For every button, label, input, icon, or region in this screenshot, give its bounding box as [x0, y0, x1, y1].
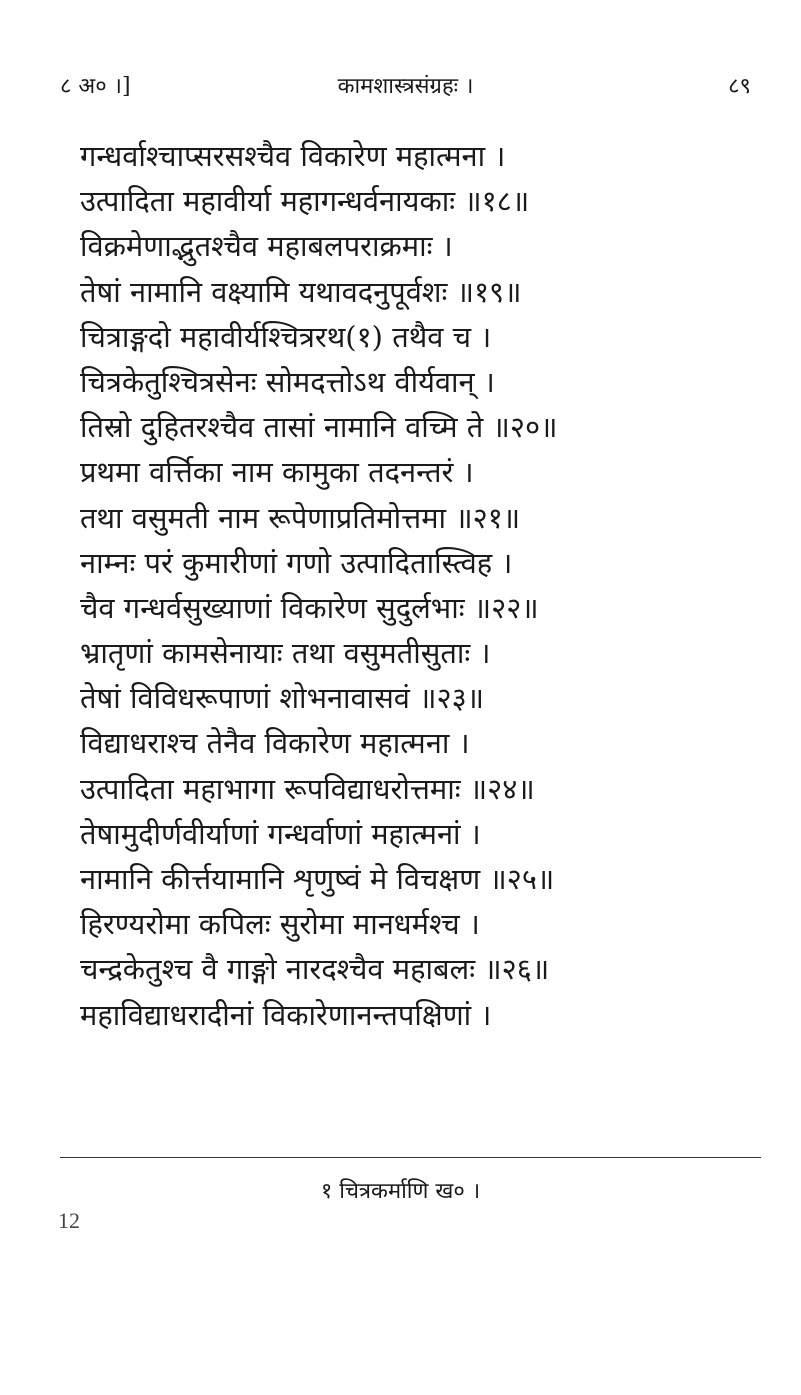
page-number: 12: [58, 1208, 80, 1233]
header-title: कामशास्त्रसंग्रहः ।: [337, 74, 474, 99]
verse-line: तेषामुदीर्णवीर्याणां गन्धर्वाणां महात्मनां ।: [80, 816, 481, 851]
verse-line: विक्रमेणाद्भुतश्चैव महाबलपराक्रमाः ।: [80, 229, 453, 264]
verse-line: उत्पादिता महावीर्या महागन्धर्वनायकाः ॥१८॥: [80, 184, 530, 219]
verse-line: प्रथमा वर्त्तिका नाम कामुका तदनन्तरं ।: [80, 455, 474, 490]
verse-line: तिस्रो दुहितरश्चैव तासां नामानि वच्मि ते ॥२०॥: [80, 410, 558, 445]
verse-line: तथा वसुमती नाम रूपेणाप्रतिमोत्तमा ॥२१॥: [80, 500, 521, 535]
running-header: [60, 70, 751, 110]
header-chapter-ref: ८ अ० ।]: [60, 74, 131, 99]
verse-line: महाविद्याधरादीनां विकारेणानन्तपक्षिणां ।: [80, 997, 492, 1032]
verse-line: नाम्नः परं कुमारीणां गणो उत्पादितास्त्विह ।: [80, 545, 513, 580]
verse-line: चित्राङ्गदो महावीर्यश्चित्ररथ(१) तथैव च ।: [80, 319, 492, 354]
verse-line: चैव गन्धर्वसुख्याणां विकारेण सुदुर्लभाः ॥२२॥: [80, 590, 539, 625]
verse-line: विद्याधराश्च तेनैव विकारेण महात्मना ।: [80, 726, 470, 761]
verse-line: तेषां नामानि वक्ष्यामि यथावदनुपूर्वशः ॥१९॥: [80, 274, 522, 309]
verse-line: गन्धर्वाश्चाप्सरसश्चैव विकारेण महात्मना ।: [80, 139, 506, 173]
verse-line: हिरण्यरोमा कपिलः सुरोमा मानधर्मश्च ।: [80, 907, 480, 942]
verse-line: भ्रातृणां कामसेनायाः तथा वसुमतीसुताः ।: [80, 636, 491, 671]
verse-line: तेषां विविधरूपाणां शोभनावासवं ॥२३॥: [80, 681, 485, 716]
verse-line: चन्द्रकेतुश्च वै गाङ्गो नारदश्चैव महाबलः ॥२६॥: [80, 952, 550, 987]
header-page-number: ८९: [728, 74, 751, 99]
verse-line: नामानि कीर्त्तयामानि शृणुष्वं मे विचक्षण ॥२५॥: [80, 862, 555, 896]
verse-line: चित्रकेतुश्चित्रसेनः सोमदत्तोऽथ वीर्यवान् ।: [80, 364, 495, 399]
footnote-divider: [60, 1157, 761, 1158]
footnote: १ चित्रकर्माणि ख० ।: [320, 1179, 481, 1204]
verse-body: [80, 134, 761, 1038]
verse-line: उत्पादिता महाभागा रूपविद्याधरोत्तमाः ॥२४॥: [80, 771, 535, 806]
